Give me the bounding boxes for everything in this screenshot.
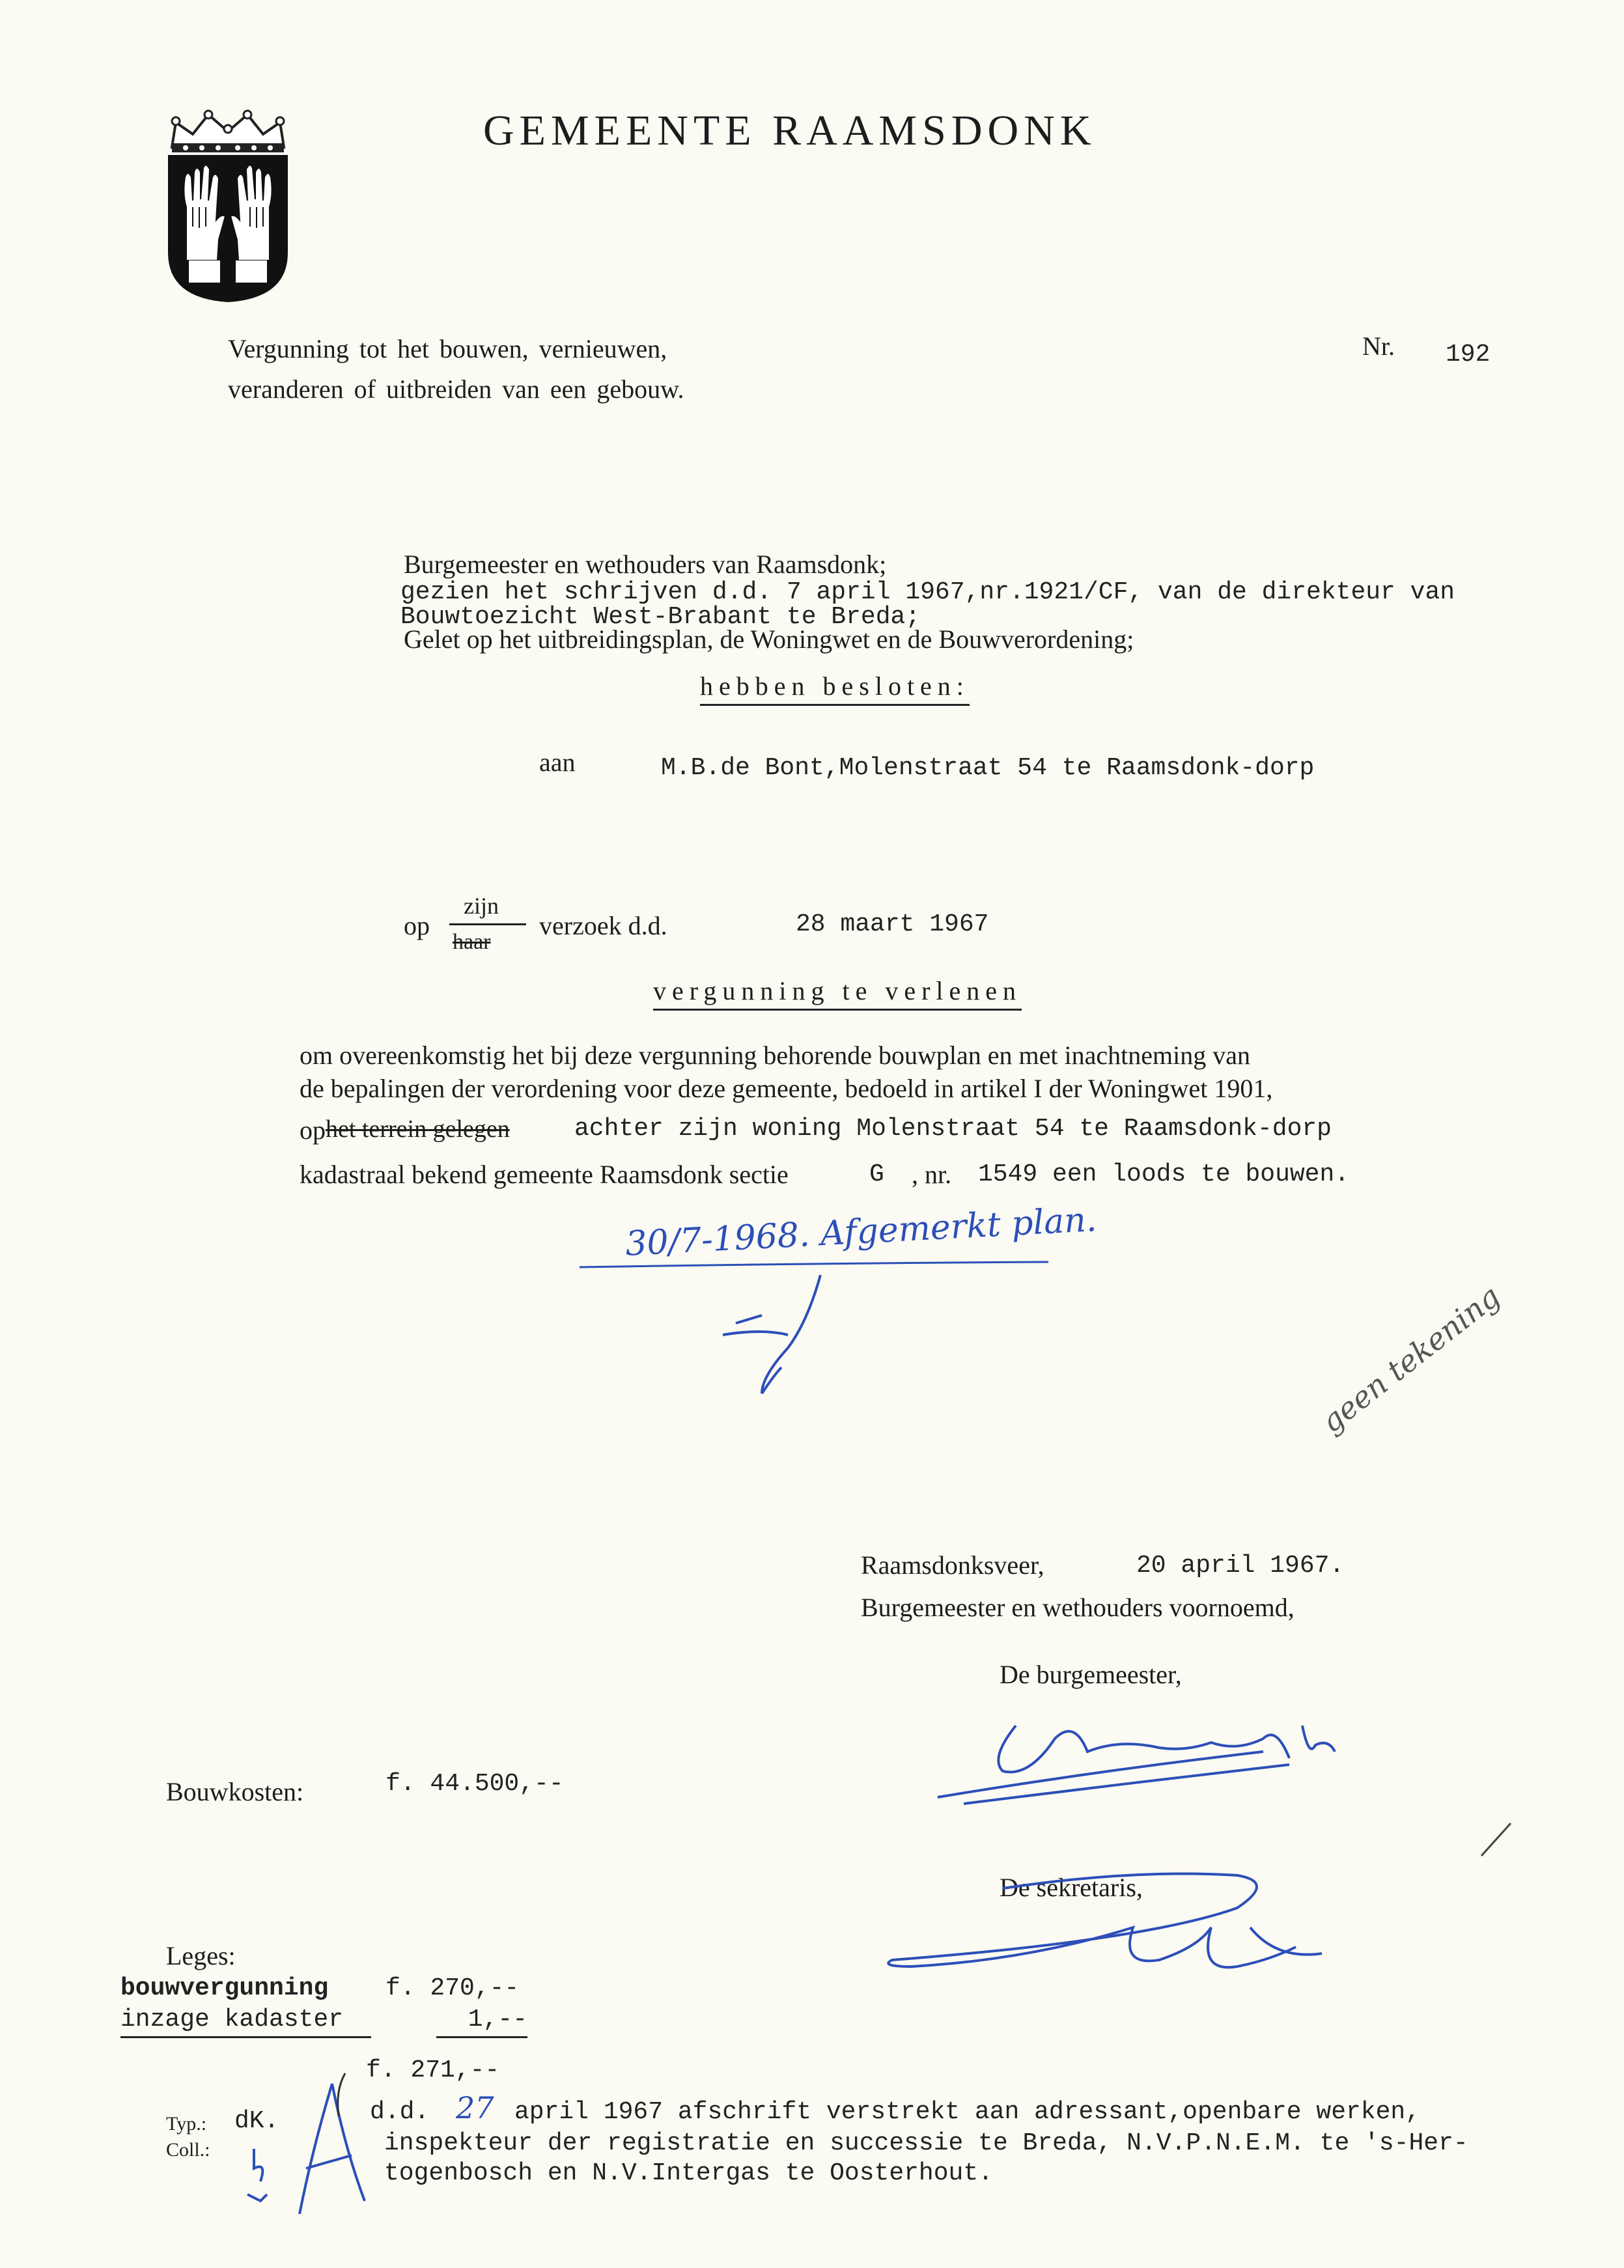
grant-heading: vergunning te verlenen	[653, 975, 1022, 1011]
request-date: 28 maart 1967	[796, 910, 989, 938]
footer-handwritten-day: 27	[456, 2090, 494, 2125]
handwritten-remark: geen tekening	[1314, 1278, 1507, 1440]
nr-value: 192	[1446, 341, 1491, 369]
preamble-line-2: gezien het schrijven d.d. 7 april 1967,nr.1921/CF, van de direkteur van	[400, 578, 1455, 606]
signing-place: Raamsdonksveer,	[861, 1550, 1044, 1580]
signing-date: 20 april 1967.	[1136, 1552, 1345, 1580]
bouwkosten-value: f. 44.500,--	[385, 1770, 564, 1798]
haar-struck: haar	[453, 930, 491, 954]
preamble-line-1: Burgemeester en wethouders van Raamsdonk;	[404, 550, 887, 579]
leges-item-1-label: bouwvergunning	[120, 1974, 329, 2002]
decision-heading: hebben besloten:	[700, 671, 970, 706]
preamble-line-3: Bouwtoezicht West-Brabant te Breda;	[400, 603, 921, 631]
body-line-3-struck: het terrein gelegen	[326, 1115, 510, 1143]
bouwkosten-label: Bouwkosten:	[166, 1777, 304, 1806]
body-line-3-typed: achter zijn woning Molenstraat 54 te Raamsdonk-dorp	[574, 1115, 1332, 1143]
insert-line	[449, 923, 526, 925]
op-label: op	[404, 911, 430, 940]
body-line-4-typed: 1549 een loods te bouwen.	[978, 1160, 1350, 1188]
burgemeester-label: De burgemeester,	[1000, 1660, 1182, 1689]
recipient-name: M.B.de Bont,Molenstraat 54 te Raamsdonk-dorp	[661, 754, 1315, 782]
leges-item-1-value: f. 270,--	[385, 1974, 520, 2002]
handwritten-initials-icon	[567, 1237, 1061, 1426]
leges-label: Leges:	[166, 1941, 236, 1970]
body-line-1: om overeenkomstig het bij deze vergunning behorende bouwplan en met inachtneming van	[300, 1041, 1250, 1070]
leges-item-2-label: inzage kadaster	[120, 2006, 371, 2038]
verzoek-label: verzoek d.d.	[539, 911, 667, 940]
footer-line-3: togenbosch en N.V.Intergas te Oosterhout.	[384, 2159, 993, 2187]
voornoemd-line: Burgemeester en wethouders voornoemd,	[861, 1593, 1295, 1622]
zijn-insert: zijn	[464, 893, 499, 919]
pen-mark-icon	[1478, 1817, 1517, 1862]
typ-value: dK.	[234, 2107, 279, 2135]
leges-total: f. 271,--	[366, 2056, 500, 2084]
preamble-line-4: Gelet op het uitbreidingsplan, de Woningwet en de Bouwverordening;	[404, 624, 1134, 654]
typ-label: Typ.:	[166, 2113, 207, 2135]
aan-label: aan	[539, 748, 576, 777]
sekretaris-label: De sekretaris,	[1000, 1873, 1143, 1902]
nr-label: Nr.	[1362, 331, 1395, 361]
footer-line-2: inspekteur der registratie en successie te Breda, N.V.P.N.E.M. te 's-Her-	[384, 2129, 1468, 2157]
footer-dd-label: d.d.	[370, 2098, 430, 2126]
subject-line-2: veranderen of uitbreiden van een gebouw.	[228, 374, 684, 404]
parcel-nr-label: , nr.	[912, 1160, 952, 1189]
sectie-value: G	[869, 1160, 884, 1188]
body-line-3-prefix: op	[300, 1115, 326, 1145]
leges-item-2-value: 1,--	[436, 2006, 527, 2038]
coat-of-arms-two-hands-icon	[163, 109, 293, 305]
footer-line-1: april 1967 afschrift verstrekt aan adressant,openbare werken,	[514, 2098, 1421, 2126]
body-line-2: de bepalingen der verordening voor deze gemeente, bedoeld in artikel I der Woningwet 1901,	[300, 1074, 1273, 1103]
municipality-title: GEMEENTE RAAMSDONK	[483, 107, 1097, 154]
burgemeester-signature-icon	[925, 1700, 1380, 1817]
collation-marks-icon	[234, 2071, 378, 2220]
subject-line-1: Vergunning tot het bouwen, vernieuwen,	[228, 334, 667, 363]
sekretaris-signature-icon	[873, 1862, 1328, 2012]
handwritten-note: 30/7-1968. Afgemerkt plan.	[624, 1200, 1098, 1264]
body-line-4-pre: kadastraal bekend gemeente Raamsdonk sectie	[300, 1160, 789, 1189]
coll-label: Coll.:	[166, 2139, 210, 2161]
